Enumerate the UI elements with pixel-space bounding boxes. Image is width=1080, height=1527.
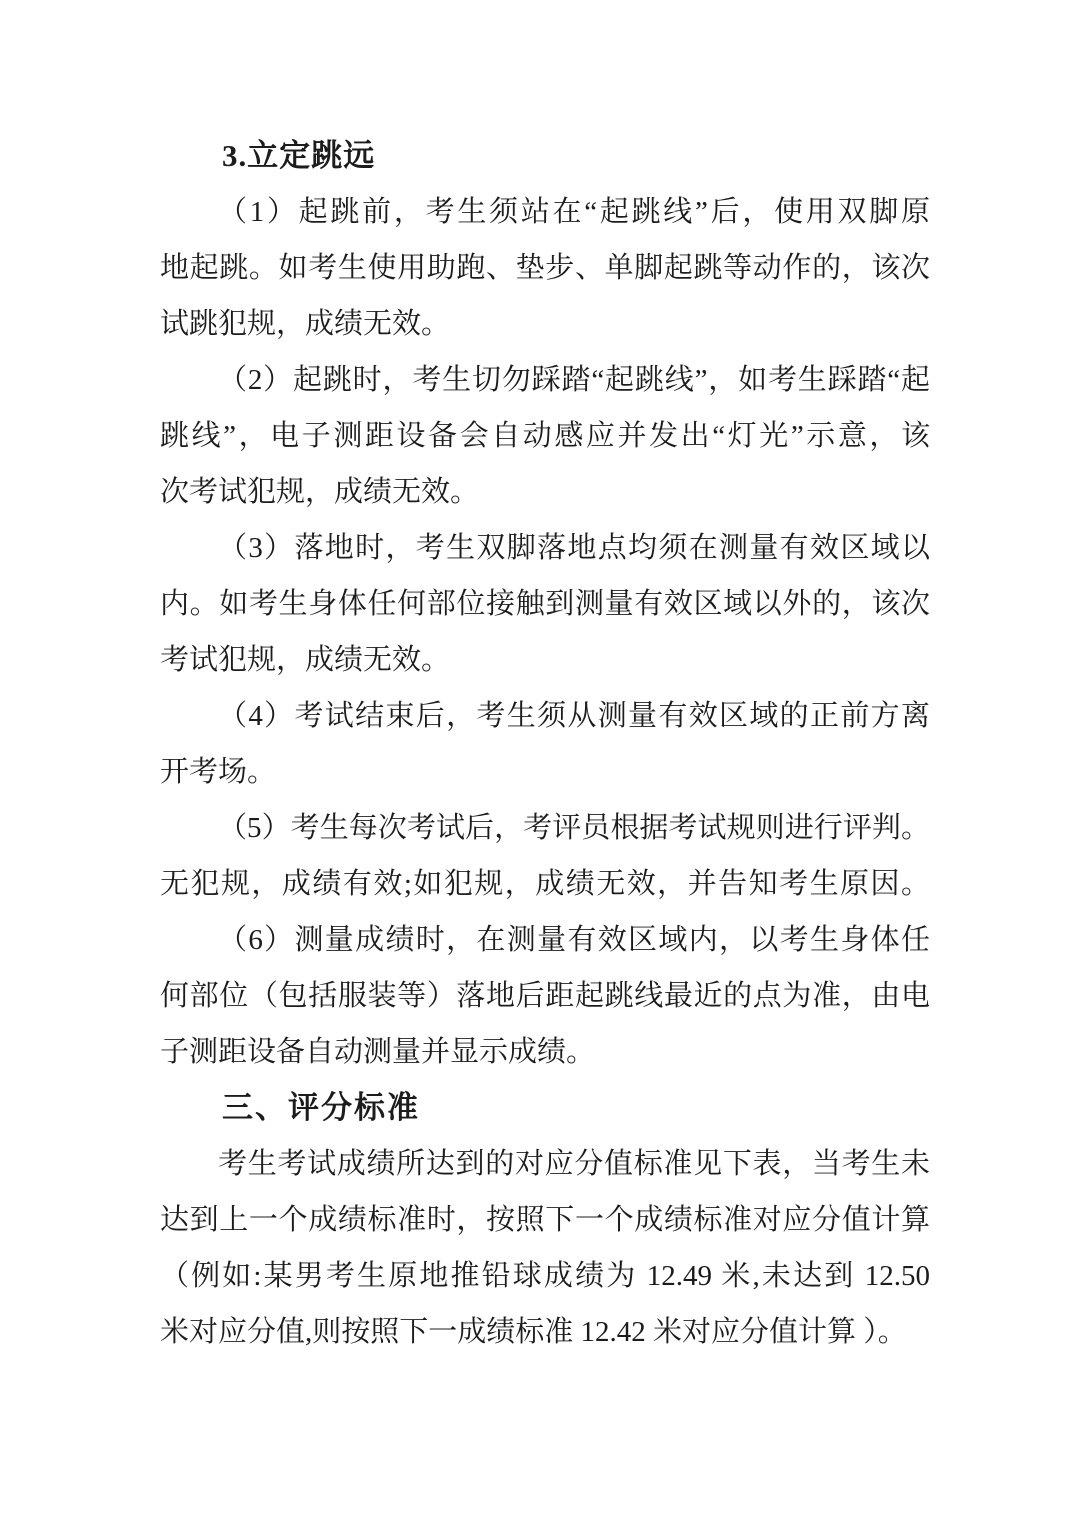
rule-paragraph-6 [160,912,930,1080]
rule-paragraph-3 [160,520,930,688]
text-line: 子测距设备自动测量并显示成绩。 [160,1036,596,1068]
text-line: 何部位（包括服装等）落地后距起跳线最近的点为准，由电 [160,980,930,1012]
text-line: 考生考试成绩所达到的对应分值标准见下表，当考生未 [218,1148,930,1180]
text-line: （例如:某男考生原地推铅球成绩为 12.49 米,未达到 12.50 [160,1260,930,1292]
text-line: （2）起跳时，考生切勿踩踏“起跳线”，如考生踩踏“起 [218,364,930,396]
document-content [160,128,930,1360]
text-line: 内。如考生身体任何部位接触到测量有效区域以外的，该次 [160,588,930,620]
rule-paragraph-1 [160,184,930,352]
text-line: 次考试犯规，成绩无效。 [160,476,480,508]
text-line: 跳线”，电子测距设备会自动感应并发出“灯光”示意，该 [160,420,930,452]
text-line: （5）考生每次考试后，考评员根据考试规则进行评判。 [218,812,930,844]
subsection-heading-scoring-standard: 三、评分标准 [222,1090,420,1125]
scoring-paragraph [160,1136,930,1360]
rule-paragraph-4 [160,688,930,800]
text-line: 试跳犯规，成绩无效。 [160,308,451,340]
text-line: 无犯规，成绩有效;如犯规，成绩无效，并告知考生原因。 [160,868,930,900]
text-line: 地起跳。如考生使用助跑、垫步、单脚起跳等动作的，该次 [160,252,930,284]
text-line: 达到上一个成绩标准时，按照下一个成绩标准对应分值计算 [160,1204,930,1236]
text-line: （4）考试结束后，考生须从测量有效区域的正前方离 [218,700,930,732]
text-line: 考试犯规，成绩无效。 [160,644,451,676]
text-line: 米对应分值,则按照下一成绩标准 12.42 米对应分值计算 ）。 [160,1316,907,1348]
text-line: （1）起跳前，考生须站在“起跳线”后，使用双脚原 [218,196,930,228]
text-line: （6）测量成绩时，在测量有效区域内，以考生身体任 [218,924,930,956]
rule-paragraph-5 [160,800,930,912]
text-line: （3）落地时，考生双脚落地点均须在测量有效区域以 [218,532,930,564]
rule-paragraph-2 [160,352,930,520]
section-heading-standing-long-jump: 3.立定跳远 [222,138,376,173]
text-line: 开考场。 [160,756,277,788]
